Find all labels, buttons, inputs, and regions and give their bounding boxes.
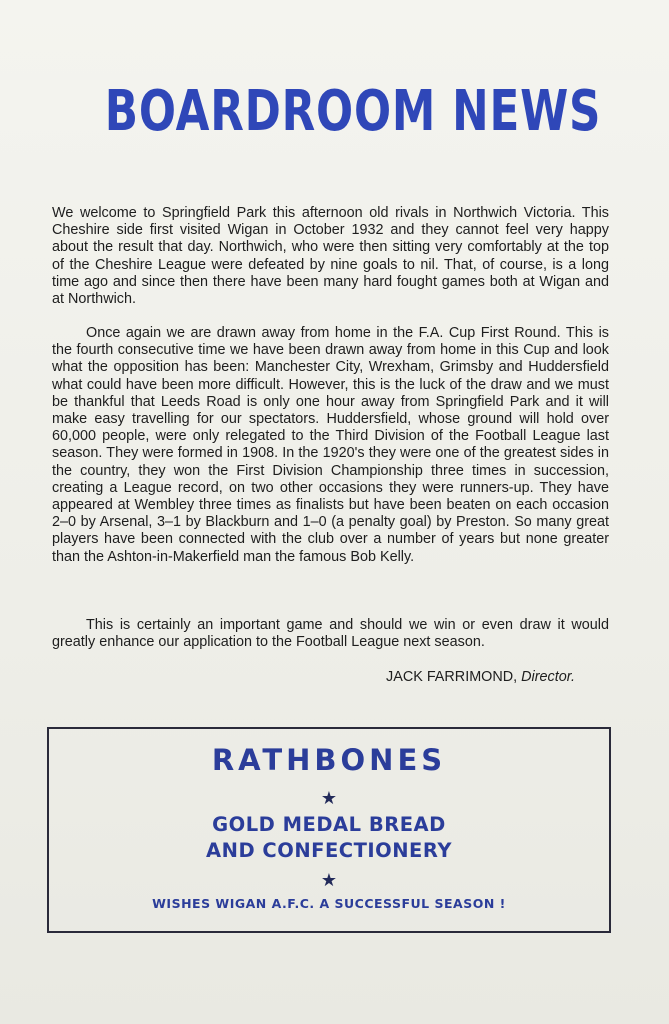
star-icon: ★ xyxy=(320,788,338,809)
page-title: BOARDROOM NEWS xyxy=(104,79,602,144)
star-icon: ★ xyxy=(320,870,338,891)
signature-name: JACK FARRIMOND, xyxy=(386,669,518,685)
advert-product-line-2: AND CONFECTIONERY xyxy=(206,839,452,862)
advertisement-box xyxy=(47,727,611,933)
article-paragraph-3: This is certainly an important game and should we win or even draw it would greatly enhance our application to the Football League next season. xyxy=(52,617,609,651)
article-paragraph-2: Once again we are drawn away from home in the F.A. Cup First Round. This is the fourth consecutive time we have been drawn away from home in this Cup and look what the opposition has been: Manchester City, Wrexham, Grimsby and Huddersfield what could have been more difficult. However, this is the luck of the draw and we must be thankful that Leeds Road is only one hour away from Springfield Park and it will make easy travelling for our spectators. Huddersfield, whose ground will hold over 60,000 people, were only relegated to the Third Division of the Football League last season. They were formed in 1908. In the 1920's they were one of the greatest sides in the country, they won the First Division Championship three times in succession, creating a League record, on two other occasions they were runners-up. They have appeared at Wembley three times as finalists but have been beaten on each occasion 2–0 by Arsenal, 3–1 by Blackburn and 1–0 (a penalty goal) by Preston. So many great players have been connected with the club over a number of years but none greater than the Ashton-in-Makerfield man the famous Bob Kelly. xyxy=(52,325,609,565)
advert-wish-text: WISHES WIGAN A.F.C. A SUCCESSFUL SEASON ! xyxy=(152,896,506,911)
advert-product-line-1: GOLD MEDAL BREAD xyxy=(212,813,446,836)
advert-company-name: RATHBONES xyxy=(211,743,447,777)
article-paragraph-1: We welcome to Springfield Park this afternoon old rivals in Northwich Victoria. This Cheshire side first visited Wigan in October 1932 and they cannot feel very happy about the result that day. Northwich, who were then sitting very comfortably at the top of the Cheshire League were defeated by nine goals to nil. That, of course, is a long time ago and since then there have been many hard fought games both at Wigan and at Northwich. xyxy=(52,205,609,308)
signature-role: Director. xyxy=(521,669,575,685)
signature xyxy=(386,669,575,685)
